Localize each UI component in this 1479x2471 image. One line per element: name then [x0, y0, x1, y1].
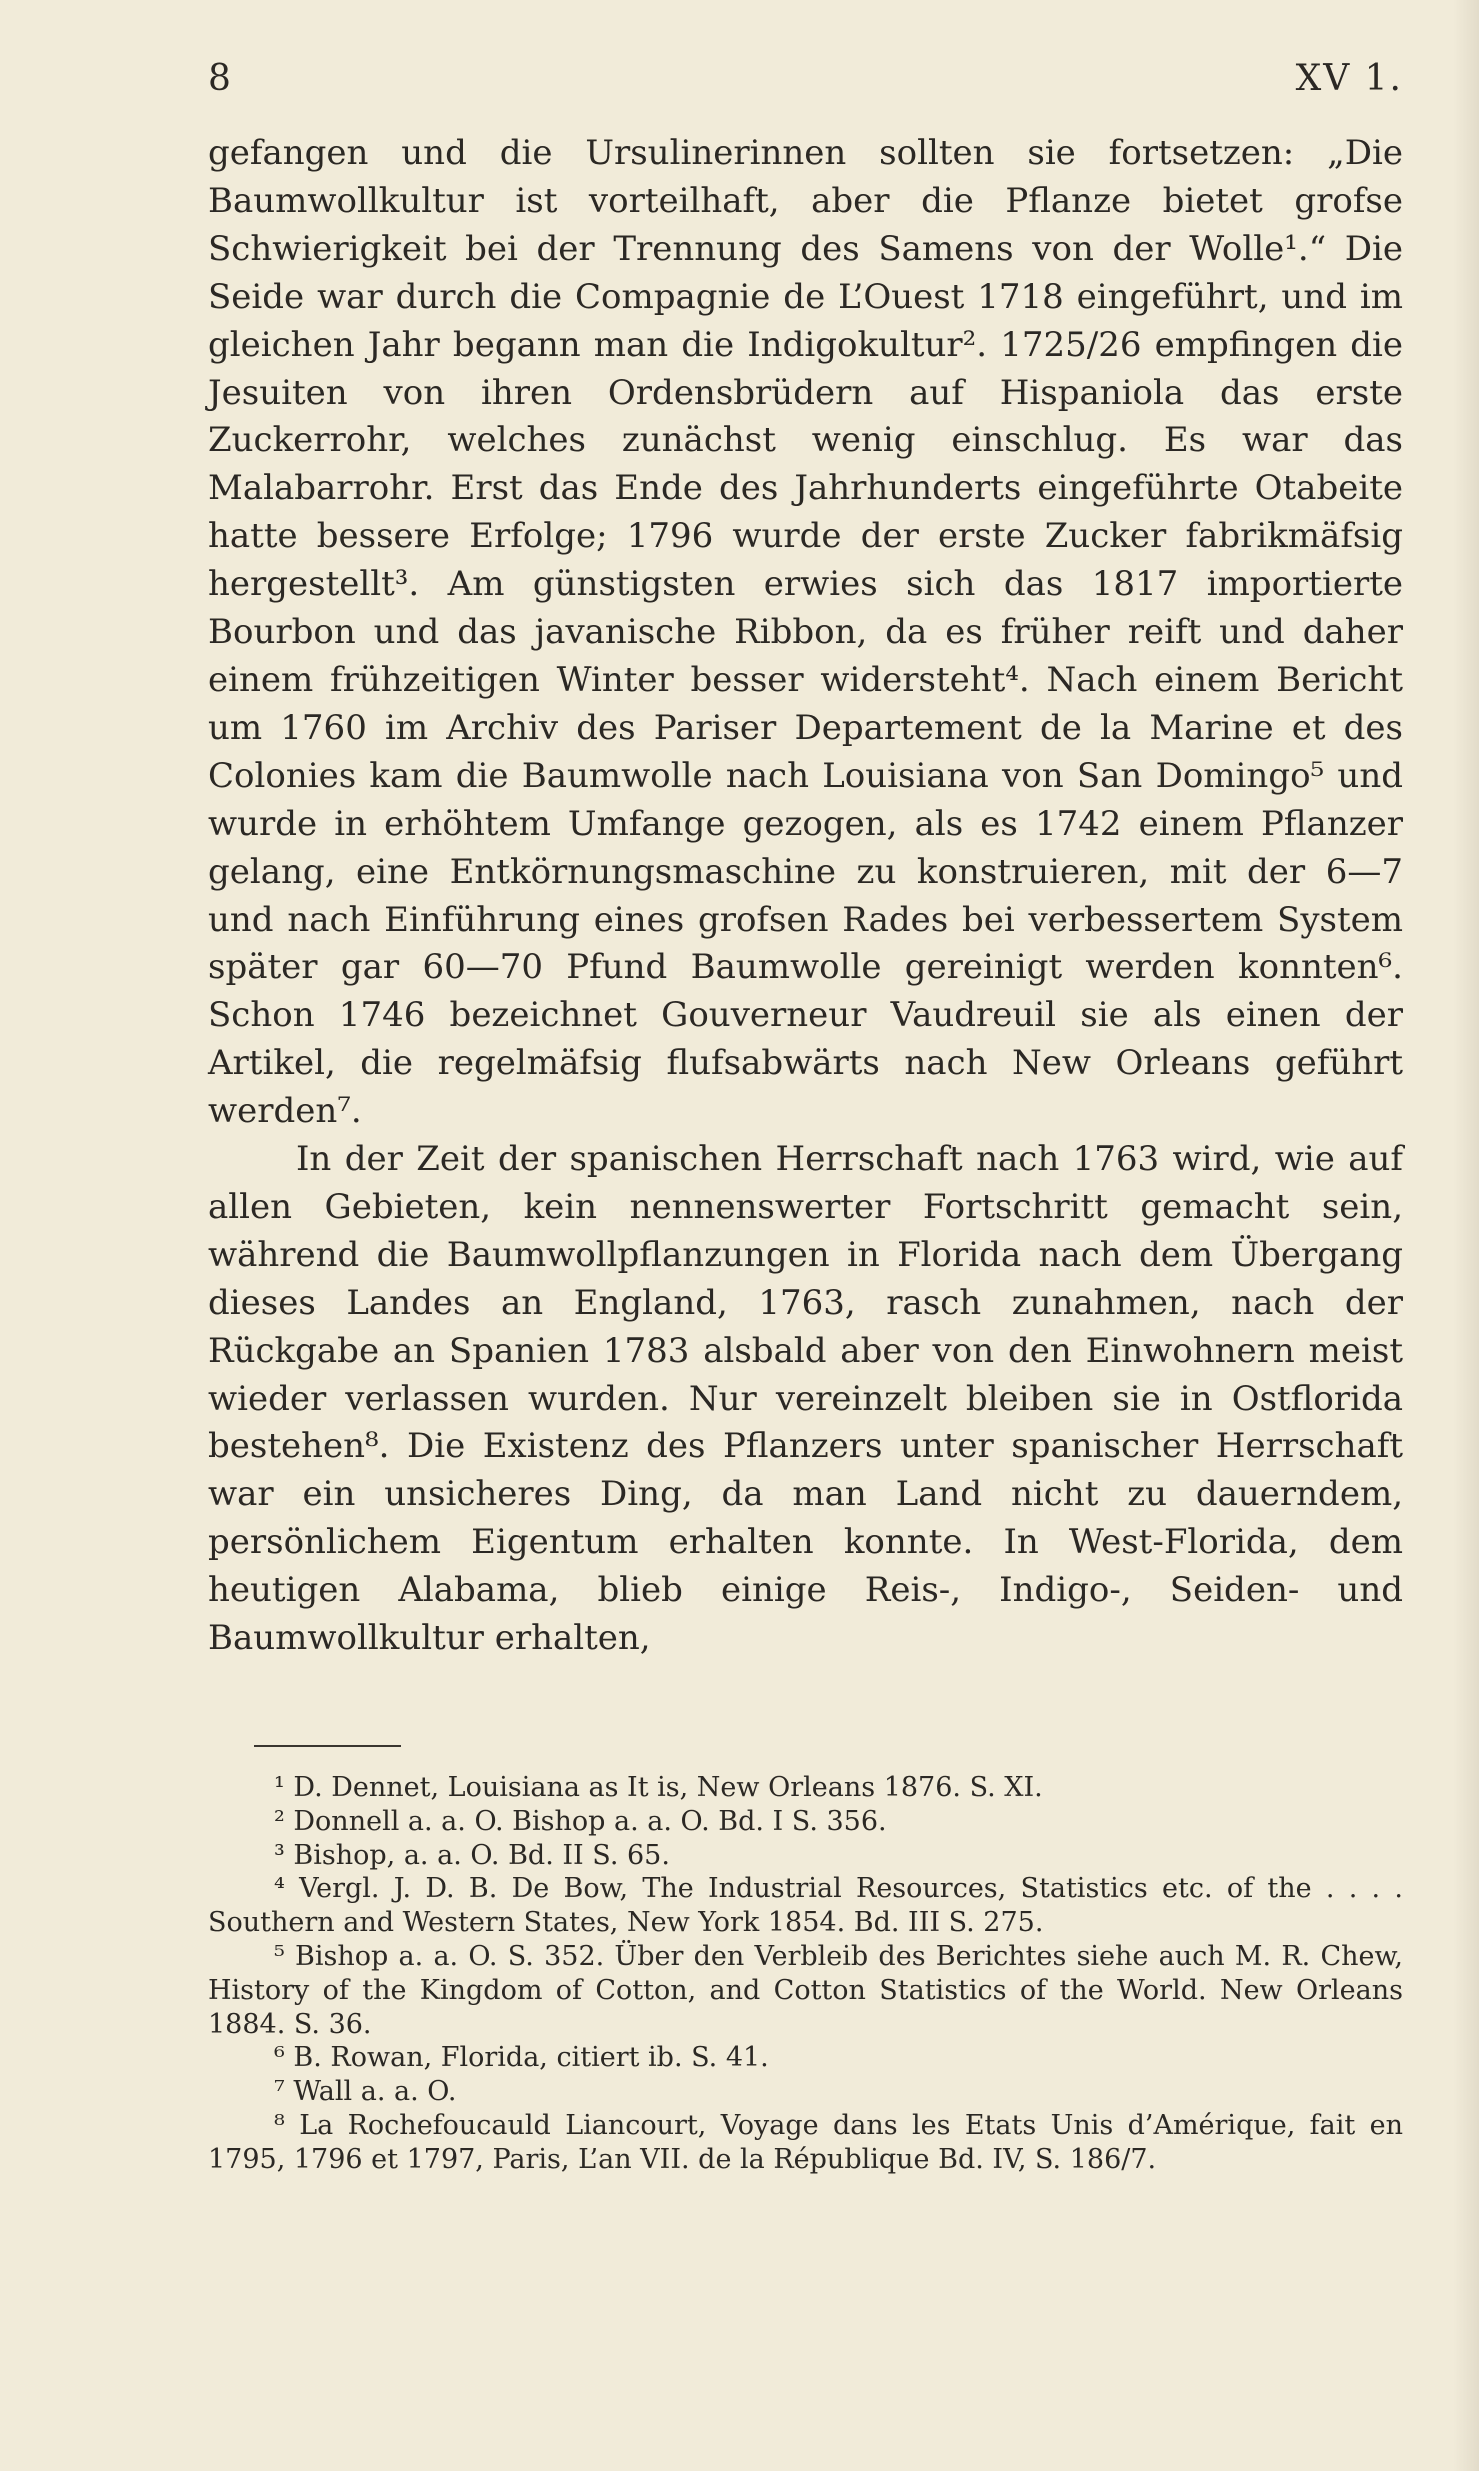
section-label: XV 1. — [1295, 58, 1403, 99]
footnote-5: ⁵ Bishop a. a. O. S. 352. Über den Verbleib des Berichtes siehe auch M. R. Chew, History of the Kingdom of Cotton, and Cotton Statistics of the World. New Orleans 1884. S. 36. — [208, 1940, 1403, 2040]
paragraph-2: In der Zeit der spanischen Herrschaft nach 1763 wird, wie auf allen Gebieten, kein nennenswerter Fortschritt gemacht sein, während die Baumwollpflanzungen in Florida nach dem Übergang dieses Landes an England, 1763, rasch zunahmen, nach der Rückgabe an Spanien 1783 alsbald aber von den Einwohnern meist wieder verlassen wurden. Nur vereinzelt bleiben sie in Ostflorida bestehen⁸. Die Existenz des Pflanzers unter spanischer Herrschaft war ein unsicheres Ding, da man Land nicht zu dauerndem, persönlichem Eigentum erhalten konnte. In West-Florida, dem heutigen Alabama, blieb einige Reis-, Indigo-, Seiden- und Baumwollkultur erhalten, — [208, 1139, 1403, 1659]
footnote-4: ⁴ Vergl. J. D. B. De Bow, The Industrial Resources, Statistics etc. of the . . . . Southern and Western States, New York 1854. Bd. III S. 275. — [208, 1873, 1403, 1939]
running-header — [208, 40, 1403, 120]
footnote-separator — [254, 1745, 401, 1747]
footnote-2: ² Donnell a. a. O. Bishop a. a. O. Bd. I S. 356. — [274, 1805, 887, 1837]
paragraph-1: gefangen und die Ursulinerinnen sollten sie fortsetzen: „Die Baumwollkultur ist vorteilhaft, aber die Pflanze bietet grofse Schwierigkeit bei der Trennung des Samens von der Wolle¹.“ Die Seide war durch die Compagnie de L’Ouest 1718 eingeführt, und im gleichen Jahr begann man die Indigokultur². 1725/26 empfingen die Jesuiten von ihren Ordensbrüdern auf Hispaniola das erste Zuckerrohr, welches zunächst wenig einschlug. Es war das Malabarrohr. Erst das Ende des Jahrhunderts eingeführte Otabeite hatte bessere Erfolge; 1796 wurde der erste Zucker fabrikmäfsig hergestellt³. Am günstigsten erwies sich das 1817 importierte Bourbon und das javanische Ribbon, da es früher reift und daher einem frühzeitigen Winter besser widersteht⁴. Nach einem Bericht um 1760 im Archiv des Pariser Departement de la Marine et des Colonies kam die Baumwolle nach Louisiana von San Domingo⁵ und wurde in erhöhtem Umfange gezogen, als es 1742 einem Pflanzer gelang, eine Entkörnungsmaschine zu konstruieren, mit der 6—7 und nach Einführung eines grofsen Rades bei verbessertem System später gar 60—70 Pfund Baumwolle gereinigt werden konnten⁶. Schon 1746 bezeichnet Gouverneur Vaudreuil sie als einen der Artikel, die regelmäfsig flufsabwärts nach New Orleans geführt werden⁷. — [208, 133, 1403, 1132]
footnote-3: ³ Bishop, a. a. O. Bd. II S. 65. — [274, 1839, 670, 1871]
footnotes — [208, 1771, 1403, 2177]
main-text — [208, 120, 1403, 1663]
footnote-8: ⁸ La Rochefoucauld Liancourt, Voyage dans les Etats Unis d’Amérique, fait en 1795, 1796 et 1797, Paris, L’an VII. de la République Bd. IV, S. 186/7. — [208, 2109, 1403, 2175]
page-number: 8 — [208, 58, 231, 99]
footnote-7: ⁷ Wall a. a. O. — [274, 2076, 457, 2108]
page-gutter-shadow — [1453, 0, 1479, 2471]
footnote-6: ⁶ B. Rowan, Florida, citiert ib. S. 41. — [274, 2042, 769, 2074]
footnote-1: ¹ D. Dennet, Louisiana as It is, New Orleans 1876. S. XI. — [274, 1772, 1043, 1803]
book-page — [208, 40, 1403, 2177]
